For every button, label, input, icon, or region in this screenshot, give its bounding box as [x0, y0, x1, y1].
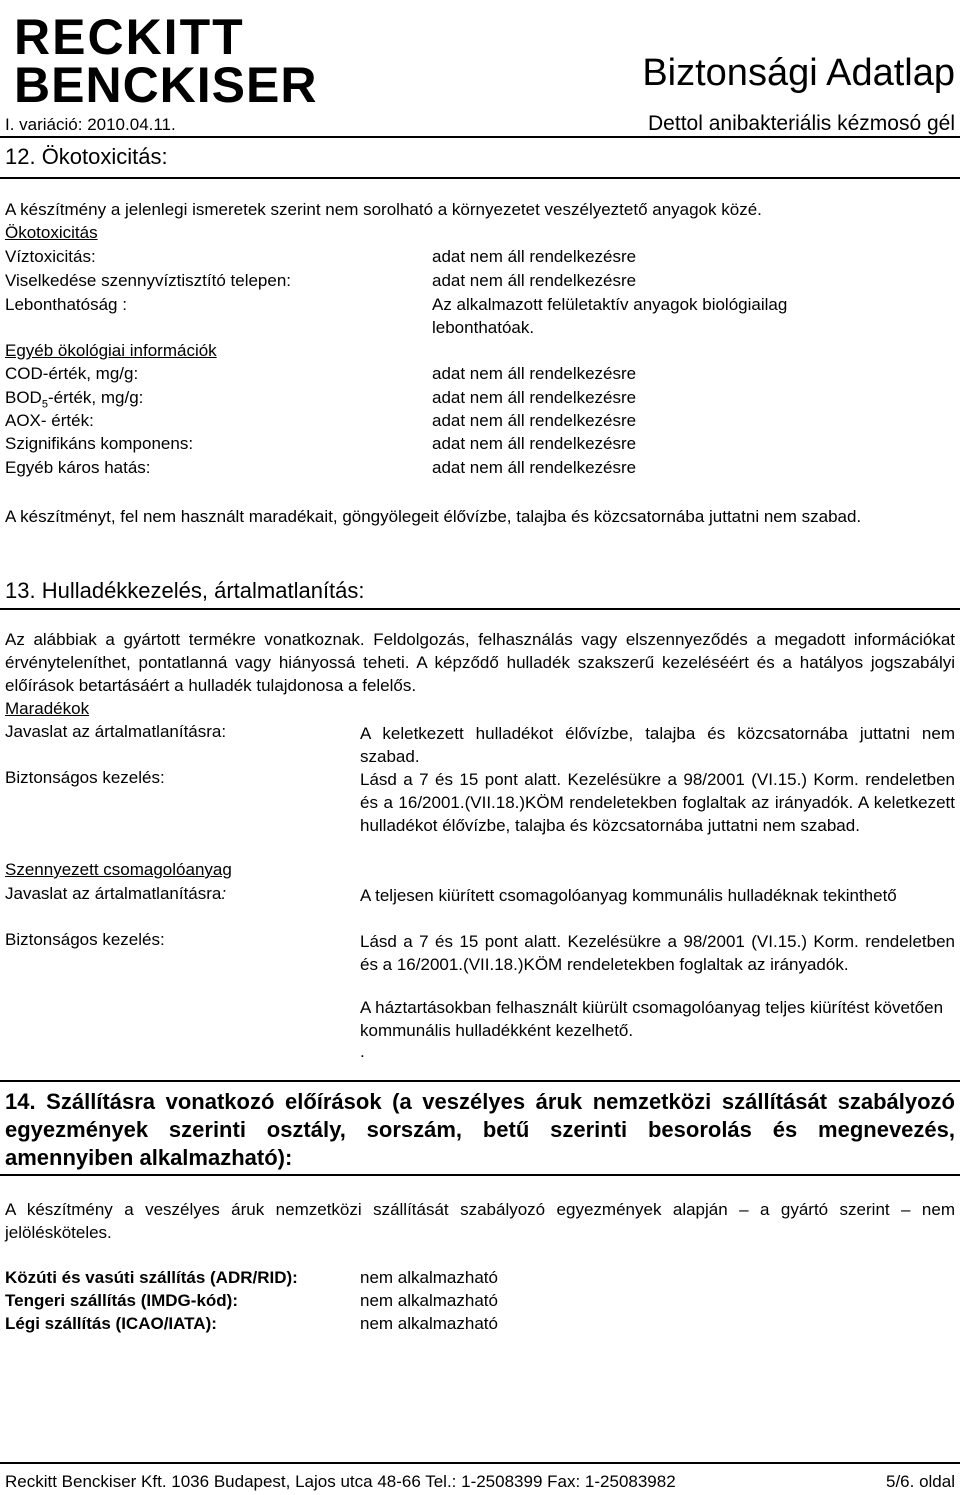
- ecotox-heading: Ökotoxicitás: [5, 223, 98, 242]
- residue-disposal-value: A keletkezett hulladékot élővízbe, talajba és közcsatornába juttatni nem szabad.: [360, 724, 955, 766]
- bod-label-a: BOD: [5, 388, 42, 407]
- residue-heading: Maradékok: [5, 699, 90, 718]
- bod-value: adat nem áll rendelkezésre: [432, 388, 637, 407]
- aox-value: adat nem áll rendelkezésre: [432, 411, 637, 430]
- s14-intro: A készítmény a veszélyes áruk nemzetközi szállítását szabályozó egyezmények alapján – a gyártó szerint – nem jelölésköteles.: [5, 1200, 955, 1242]
- aox-label: AOX- érték:: [5, 411, 94, 430]
- section-12-rule: [0, 177, 960, 179]
- s12-intro: A készítmény a jelenlegi ismeretek szerint nem sorolható a környezetet veszélyeztető anyagok közé.: [5, 200, 762, 219]
- wwtp-value: adat nem áll rendelkezésre: [432, 271, 637, 290]
- other-harm-label: Egyéb káros hatás:: [5, 458, 151, 477]
- version-label: I. variáció: 2010.04.11.: [5, 115, 176, 134]
- other-eco-heading: Egyéb ökológiai információk: [5, 341, 217, 360]
- road-rail-label: Közúti és vasúti szállítás (ADR/RID):: [5, 1268, 298, 1287]
- section-13-rule: [0, 608, 960, 610]
- significant-label: Szignifikáns komponens:: [5, 434, 194, 453]
- significant-value: adat nem áll rendelkezésre: [432, 434, 637, 453]
- section-14-top-rule: [0, 1080, 960, 1082]
- water-tox-label: Víztoxicitás:: [5, 247, 96, 266]
- product-name: Dettol anibakteriális kézmosó gél: [648, 112, 955, 135]
- footer-address: Reckitt Benckiser Kft. 1036 Budapest, Lajos utca 48-66 Tel.: 1-2508399 Fax: 1-25083982: [5, 1472, 676, 1491]
- logo-line-1: RECKITT: [14, 9, 245, 65]
- water-tox-value: adat nem áll rendelkezésre: [432, 247, 637, 266]
- pack-disposal-label: [5, 884, 226, 904]
- pack-safe-label: Biztonságos kezelés:: [5, 930, 165, 949]
- footer-rule: [0, 1462, 960, 1464]
- footer-page: 5/6. oldal: [886, 1472, 955, 1491]
- degrad-value: Az alkalmazott felületaktív anyagok biológiailag: [432, 295, 788, 314]
- air-value: nem alkalmazható: [360, 1314, 498, 1333]
- document-title: Biztonsági Adatlap: [642, 52, 955, 94]
- pack-safe-value: Lásd a 7 és 15 pont alatt. Kezelésükre a 98/2001 (VI.15.) Korm. rendeletben és a 16/2001.(VII.18.)KÖM rendeletekben foglaltak az irányadók.: [360, 932, 955, 974]
- pack-disposal-value: A teljesen kiürített csomagolóanyag kommunális hulladéknak tekinthető: [360, 886, 897, 905]
- road-rail-value: nem alkalmazható: [360, 1268, 498, 1287]
- bod-label: [5, 388, 143, 410]
- pack-safe-value-2: A háztartásokban felhasznált kiürült csomagolóanyag teljes kiürítést követően kommunális hulladékként kezelhető.: [360, 998, 944, 1040]
- header-rule: [0, 136, 960, 138]
- section-14-title: 14. Szállításra vonatkozó előírások (a veszélyes áruk nemzetközi szállítását szabályozó egyezmények szerinti osztály, sorszám, betű szerinti besorolás és megnevezés, amennyiben alkalmazható):: [5, 1089, 955, 1170]
- packaging-heading: Szennyezett csomagolóanyag: [5, 860, 232, 879]
- wwtp-label: Viselkedése szennyvíztisztító telepen:: [5, 271, 292, 290]
- bod-label-b: -érték, mg/g:: [47, 388, 144, 407]
- pack-dot: .: [360, 1042, 365, 1061]
- bod-label-sub: 5: [41, 398, 48, 411]
- residue-safe-label: Biztonságos kezelés:: [5, 768, 165, 787]
- degrad-label: Lebonthatóság :: [5, 295, 127, 314]
- logo-line-2: BENCKISER: [14, 57, 318, 113]
- pack-disposal-label-text: Javaslat az ártalmatlanításra: [5, 884, 222, 903]
- air-label: Légi szállítás (ICAO/IATA):: [5, 1314, 217, 1333]
- residue-disposal-label: Javaslat az ártalmatlanításra:: [5, 722, 227, 741]
- s13-intro: Az alábbiak a gyártott termékre vonatkoznak. Feldolgozás, felhasználás vagy elszennyeződés a megadott információkat érvényteleníthet, pontatlanná vagy hiányossá teheti. A képződő hulladék szakszerű kezeléséért és a hatályos jogszabályi előírások betartásáért a hulladék tulajdonosa a felelős.: [5, 630, 955, 695]
- degrad-value-cont: lebonthatóak.: [432, 318, 535, 337]
- cod-value: adat nem áll rendelkezésre: [432, 364, 637, 383]
- sea-value: nem alkalmazható: [360, 1291, 498, 1310]
- other-harm-value: adat nem áll rendelkezésre: [432, 458, 637, 477]
- residue-safe-value: Lásd a 7 és 15 pont alatt. Kezelésükre a 98/2001 (VI.15.) Korm. rendeletben és a 16/2001.(VII.18.)KÖM rendeletekben foglaltak az irányadók. A keletkezett hulladékot élővízbe, talajba és közcsatornába juttatni nem szabad.: [360, 770, 955, 835]
- cod-label: COD-érték, mg/g:: [5, 364, 139, 383]
- sea-label: Tengeri szállítás (IMDG-kód):: [5, 1291, 238, 1310]
- s12-warning: A készítményt, fel nem használt maradékait, göngyölegeit élővízbe, talajba és közcsatornába juttatni nem szabad.: [5, 507, 862, 526]
- section-14-rule: [0, 1174, 960, 1176]
- pack-disposal-colon: :: [221, 884, 227, 903]
- section-12-title: 12. Ökotoxicitás:: [5, 144, 168, 169]
- section-13-title: 13. Hulladékkezelés, ártalmatlanítás:: [5, 578, 365, 603]
